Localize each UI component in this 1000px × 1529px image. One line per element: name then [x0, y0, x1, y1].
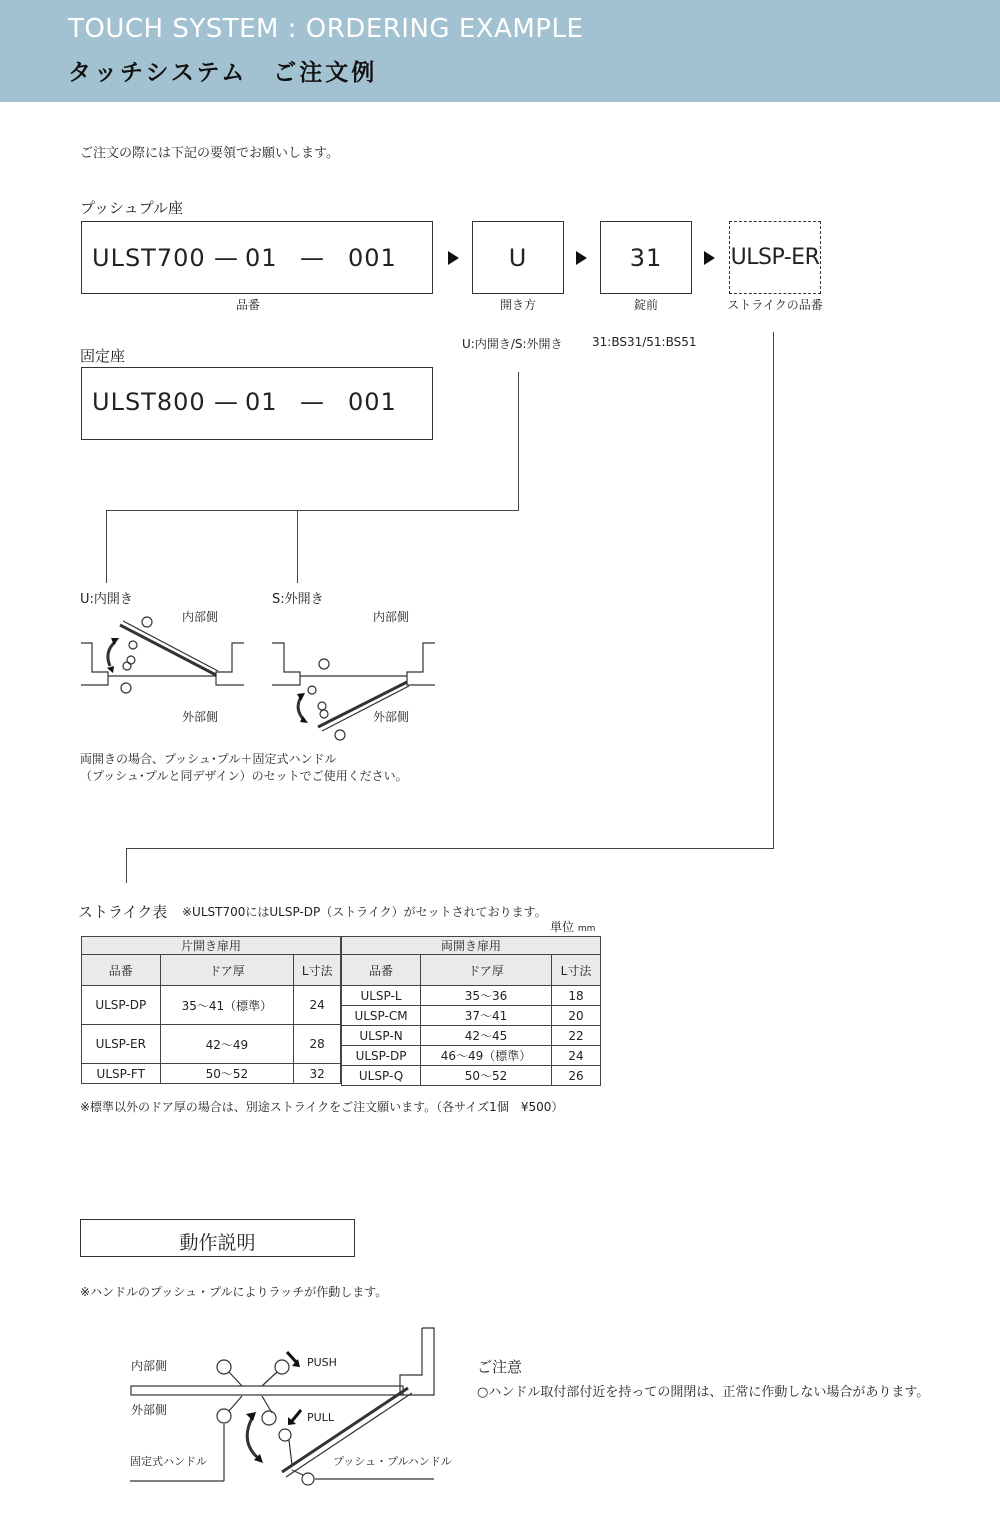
cell-door: 35〜36	[421, 986, 552, 1006]
single-header: 片開き扉用	[82, 937, 341, 955]
code-001: 001	[348, 244, 397, 272]
strike-value: ULSP-ER	[730, 245, 820, 270]
open-value: U	[508, 244, 528, 272]
s-inside-label: 内部側	[373, 610, 410, 624]
op-outside-label: 外部側	[131, 1403, 168, 1417]
code-01: 01	[245, 244, 278, 272]
operation-title: 動作説明	[179, 1232, 256, 1254]
u-outside-label: 外部側	[182, 710, 219, 724]
push-pull-label: プッシュプル座	[80, 199, 184, 217]
door-note-line-1: 両開きの場合、プッシュ･プル＋固定式ハンドル	[80, 752, 337, 766]
cell-l: 18	[552, 986, 601, 1006]
open-caption: 開き方	[499, 298, 536, 312]
col-l: L寸法	[294, 955, 341, 986]
unit-label-text: 単位	[550, 920, 575, 934]
strike-table-title: ストライク表	[78, 903, 168, 921]
cell-door: 50〜52	[421, 1066, 552, 1086]
intro-text: ご注文の際には下記の要領でお願いします。	[80, 146, 339, 161]
cell-l: 28	[294, 1025, 341, 1064]
u-label: U:内開き	[80, 592, 133, 607]
strike-caption: ストライクの品番	[727, 298, 823, 312]
cell-door: 42〜45	[421, 1026, 552, 1046]
open-note: U:内開き/S:外開き	[462, 337, 563, 351]
caution-title: ご注意	[477, 1358, 523, 1376]
door-note-line-2: （プッシュ･プルと同デザイン）のセットでご使用ください。	[80, 769, 408, 783]
cell-l: 22	[552, 1026, 601, 1046]
cell-code: ULSP-FT	[82, 1064, 161, 1084]
operation-note: ※ハンドルのプッシュ・プルによりラッチが作動します。	[80, 1285, 388, 1299]
cell-door: 50〜52	[160, 1064, 294, 1084]
lock-value: 31	[629, 244, 663, 272]
title-ja: タッチシステム ご注文例	[68, 60, 378, 86]
cell-code: ULSP-ER	[82, 1025, 161, 1064]
cell-code: ULSP-N	[342, 1026, 421, 1046]
lock-caption: 錠前	[633, 298, 658, 312]
lock-note: 31:BS31/51:BS51	[592, 335, 697, 349]
cell-code: ULSP-DP	[342, 1046, 421, 1066]
cell-l: 32	[294, 1064, 341, 1084]
cell-l: 20	[552, 1006, 601, 1026]
cell-l: 26	[552, 1066, 601, 1086]
push-label: PUSH	[307, 1356, 337, 1369]
code-dash-2: —	[300, 244, 325, 272]
cell-door: 35〜41（標準）	[160, 986, 294, 1025]
cell-code: ULSP-CM	[342, 1006, 421, 1026]
u-inside-label: 内部側	[182, 610, 219, 624]
col-door: ドア厚	[160, 955, 294, 986]
col-l: L寸法	[552, 955, 601, 986]
fixed-dash-2: —	[300, 388, 325, 416]
strike-footnote: ※標準以外のドア厚の場合は、別途ストライクをご注文願います。（各サイズ1個 ¥500）	[80, 1100, 564, 1114]
strike-table-note: ※ULST700にはULSP-DP（ストライク）がセットされております。	[182, 905, 547, 919]
cell-door: 46〜49（標準）	[421, 1046, 552, 1066]
op-inside-label: 内部側	[131, 1359, 168, 1373]
col-code: 品番	[342, 955, 421, 986]
cell-l: 24	[294, 986, 341, 1025]
pull-label: PULL	[307, 1411, 334, 1424]
col-code: 品番	[82, 955, 161, 986]
fixed-code-001: 001	[348, 388, 397, 416]
cell-code: ULSP-DP	[82, 986, 161, 1025]
cell-l: 24	[552, 1046, 601, 1066]
col-door: ドア厚	[421, 955, 552, 986]
cell-door: 42〜49	[160, 1025, 294, 1064]
code-dash-1: —	[214, 244, 239, 272]
double-header: 両開き扉用	[342, 937, 601, 955]
caution-text: ○ハンドル取付部付近を持っての開閉は、正常に作動しない場合があります。	[477, 1385, 930, 1400]
unit-text: mm	[577, 924, 596, 934]
s-label: S:外開き	[272, 592, 324, 607]
fixed-dash-1: —	[214, 388, 239, 416]
s-outside-label: 外部側	[373, 710, 410, 724]
code-main: ULST700	[92, 244, 206, 272]
cell-door: 37〜41	[421, 1006, 552, 1026]
push-pull-handle-label: プッシュ・プルハンドル	[333, 1455, 452, 1468]
fixed-code-01: 01	[245, 388, 278, 416]
title-en: TOUCH SYSTEM : ORDERING EXAMPLE	[68, 14, 584, 44]
fixed-label: 固定座	[80, 347, 126, 365]
fixed-handle-label: 固定式ハンドル	[130, 1455, 207, 1468]
cell-code: ULSP-Q	[342, 1066, 421, 1086]
code-caption: 品番	[236, 298, 261, 312]
fixed-code-main: ULST800	[92, 388, 206, 416]
cell-code: ULSP-L	[342, 986, 421, 1006]
